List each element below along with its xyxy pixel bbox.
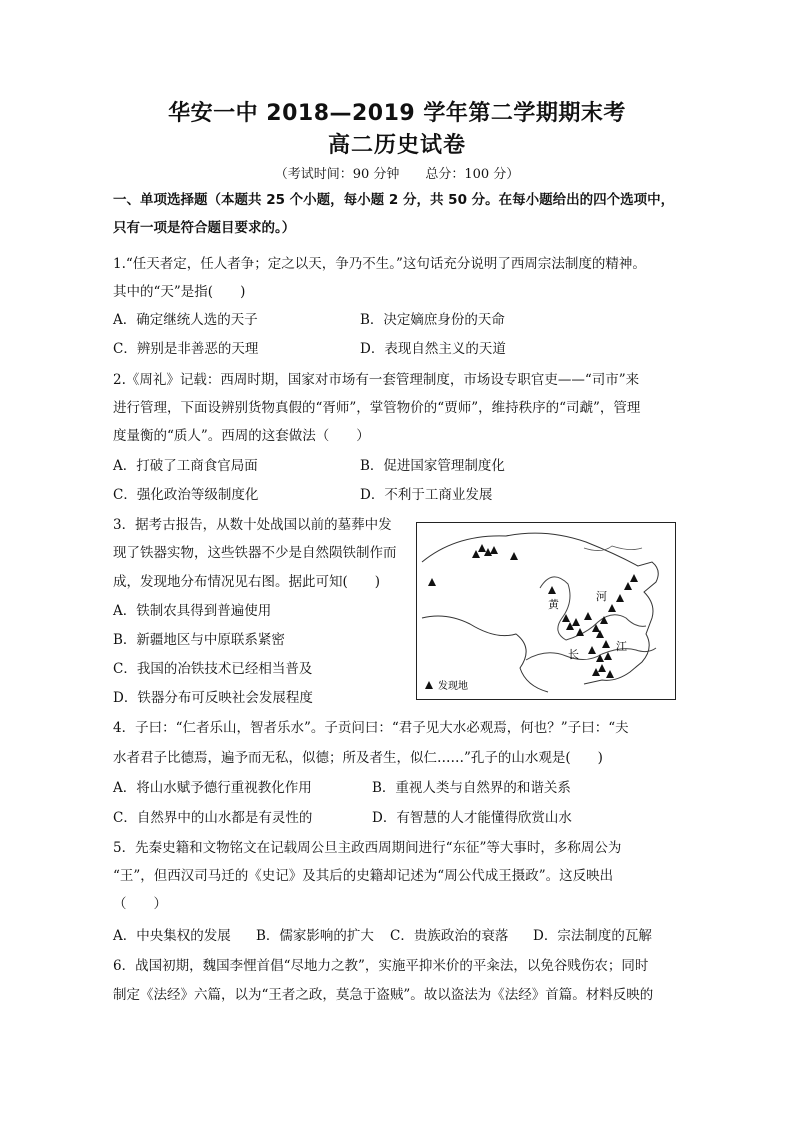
- section-heading-line1: 一、单项选择题（本题共 25 个小题，每小题 2 分，共 50 分。在每小题给出的四个选项中，: [113, 192, 675, 208]
- q2-stem-line2: 进行管理，下面设辨别货物真假的“胥师”，掌管物价的“贾师”，维持秩序的“司虣”，管理: [113, 400, 641, 416]
- q2-stem-line1: 2.《周礼》记载：西周时期，国家对市场有一套管理制度，市场设专职官吏——“司市”来: [113, 372, 640, 388]
- q2-option-d: D．不利于工商业发展: [360, 487, 493, 503]
- map-label-he: 河: [596, 590, 607, 603]
- q1-stem-line1: 1.“任天者定，任人者争；定之以天，争乃不生。”这句话充分说明了西周宗法制度的精神。: [113, 256, 646, 272]
- q4-option-b: B．重视人类与自然界的和谐关系: [372, 780, 571, 796]
- q4-stem-line2: 水者君子比德焉，遍予而无私，似德；所及者生，似仁……”孔子的山水观是( ): [113, 750, 603, 766]
- q5-stem-line2: “王”，但西汉司马迁的《史记》及其后的史籍却记述为“周公代成王摄政”。这反映出: [113, 868, 614, 884]
- q3-stem-line1: 3．据考古报告，从数十处战国以前的墓葬中发: [113, 517, 392, 533]
- q1-option-d: D．表现自然主义的天道: [360, 341, 506, 357]
- q3-stem-line2: 现了铁器实物，这些铁器不少是自然陨铁制作而: [113, 545, 397, 561]
- exam-info: （考试时间：90 分钟 总分：100 分）: [274, 167, 520, 182]
- iron-artifacts-map: [416, 522, 676, 700]
- map-label-huang: 黄: [548, 598, 559, 611]
- exam-subtitle: 高二历史试卷: [327, 133, 466, 158]
- q3-option-c: C．我国的冶铁技术已经相当普及: [113, 661, 313, 677]
- q4-stem-line1: 4．子曰：“仁者乐山，智者乐水”。子贡问曰：“君子见大水必观焉，何也？”子曰：“夫: [113, 720, 629, 736]
- q1-option-b: B．决定嫡庶身份的天命: [360, 312, 505, 328]
- q5-option-a: A．中央集权的发展: [113, 928, 231, 944]
- q4-option-a: A．将山水赋予德行重视教化作用: [113, 780, 312, 796]
- q3-option-d: D．铁器分布可反映社会发展程度: [113, 690, 313, 706]
- q5-option-d: D．宗法制度的瓦解: [533, 928, 652, 944]
- q2-stem-line3: 度量衡的“质人”。西周的这套做法（ ）: [113, 428, 370, 444]
- q4-option-c: C．自然界中的山水都是有灵性的: [113, 810, 313, 826]
- q5-stem-line3: （ ）: [113, 896, 167, 912]
- map-label-jiang: 江: [616, 640, 627, 653]
- q2-option-b: B．促进国家管理制度化: [360, 458, 505, 474]
- q3-option-b: B．新疆地区与中原联系紧密: [113, 632, 285, 648]
- q1-option-a: A．确定继统人选的天子: [113, 312, 258, 328]
- map-label-chang: 长: [568, 648, 579, 661]
- section-heading-line2: 只有一项是符合题目要求的。）: [113, 220, 296, 236]
- q5-option-c: C．贵族政治的衰落: [390, 928, 509, 944]
- q1-stem-line2: 其中的“天”是指( ): [113, 284, 246, 300]
- q5-stem-line1: 5．先秦史籍和文物铭文在记载周公旦主政西周期间进行“东征”等大事时，多称周公为: [113, 840, 622, 856]
- exam-title: 华安一中 2018—2019 学年第二学期期末考: [168, 101, 626, 126]
- map-legend-label: 发现地: [438, 681, 468, 692]
- q1-option-c: C．辨别是非善恶的天理: [113, 341, 259, 357]
- q2-option-a: A．打破了工商食官局面: [113, 458, 258, 474]
- q3-option-a: A．铁制农具得到普遍使用: [113, 603, 272, 619]
- q5-option-b: B．儒家影响的扩大: [256, 928, 374, 944]
- q6-stem-line2: 制定《法经》六篇，以为“王者之政，莫急于盗贼”。故以盗法为《法经》首篇。材料反映的: [113, 987, 654, 1003]
- q2-option-c: C．强化政治等级制度化: [113, 487, 259, 503]
- q4-option-d: D．有智慧的人才能懂得欣赏山水: [372, 810, 572, 826]
- q3-stem-line3: 成，发现地分布情况见右图。据此可知( ): [113, 574, 381, 590]
- q6-stem-line1: 6．战国初期，魏国李悝首倡“尽地力之教”，实施平抑米价的平籴法，以免谷贱伤农；同时: [113, 958, 649, 974]
